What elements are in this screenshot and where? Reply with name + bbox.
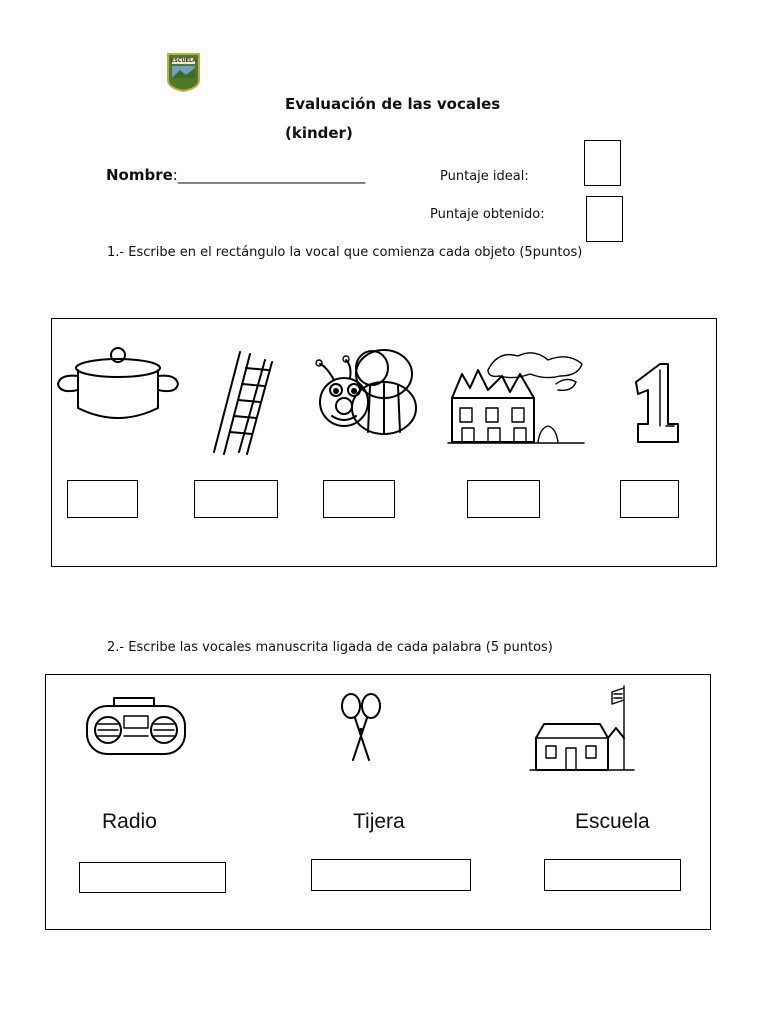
name-label: Nombre <box>106 166 173 184</box>
section1-instruction: 1.- Escribe en el rectángulo la vocal que comienza cada objeto (5puntos) <box>107 245 583 260</box>
answer-box-escuela[interactable] <box>544 859 681 891</box>
answer-box-building[interactable] <box>467 480 540 518</box>
word-tijera: Tijera <box>353 810 405 833</box>
answer-box-tijera[interactable] <box>311 859 471 891</box>
obtained-score-label: Puntaje obtenido: <box>430 207 545 222</box>
section2-instruction: 2.- Escribe las vocales manuscrita ligada de cada palabra (5 puntos) <box>107 640 553 655</box>
logo-text: ESCUELA <box>170 58 197 64</box>
ideal-score-box[interactable] <box>584 140 621 186</box>
radio-icon <box>84 694 189 759</box>
name-row <box>106 166 365 184</box>
ideal-score-label: Puntaje ideal: <box>440 169 529 184</box>
page-subtitle: (kinder) <box>285 124 353 142</box>
school-icon <box>530 684 635 774</box>
word-escuela: Escuela <box>575 810 650 833</box>
answer-box-one[interactable] <box>620 480 679 518</box>
page-title: Evaluación de las vocales <box>285 95 501 113</box>
scissors-icon <box>339 690 384 765</box>
answer-box-ladder[interactable] <box>194 480 278 518</box>
burning-building-icon <box>448 346 588 446</box>
answer-box-bee[interactable] <box>323 480 395 518</box>
word-radio: Radio <box>102 810 157 833</box>
pot-icon <box>56 346 181 426</box>
school-logo <box>166 52 201 92</box>
obtained-score-box[interactable] <box>586 196 623 242</box>
answer-box-pot[interactable] <box>67 480 138 518</box>
name-field[interactable]: :_________________________ <box>172 166 366 184</box>
number-one-icon <box>630 360 685 445</box>
answer-box-radio[interactable] <box>79 862 226 893</box>
ladder-icon <box>210 348 275 456</box>
bee-icon <box>312 346 422 441</box>
